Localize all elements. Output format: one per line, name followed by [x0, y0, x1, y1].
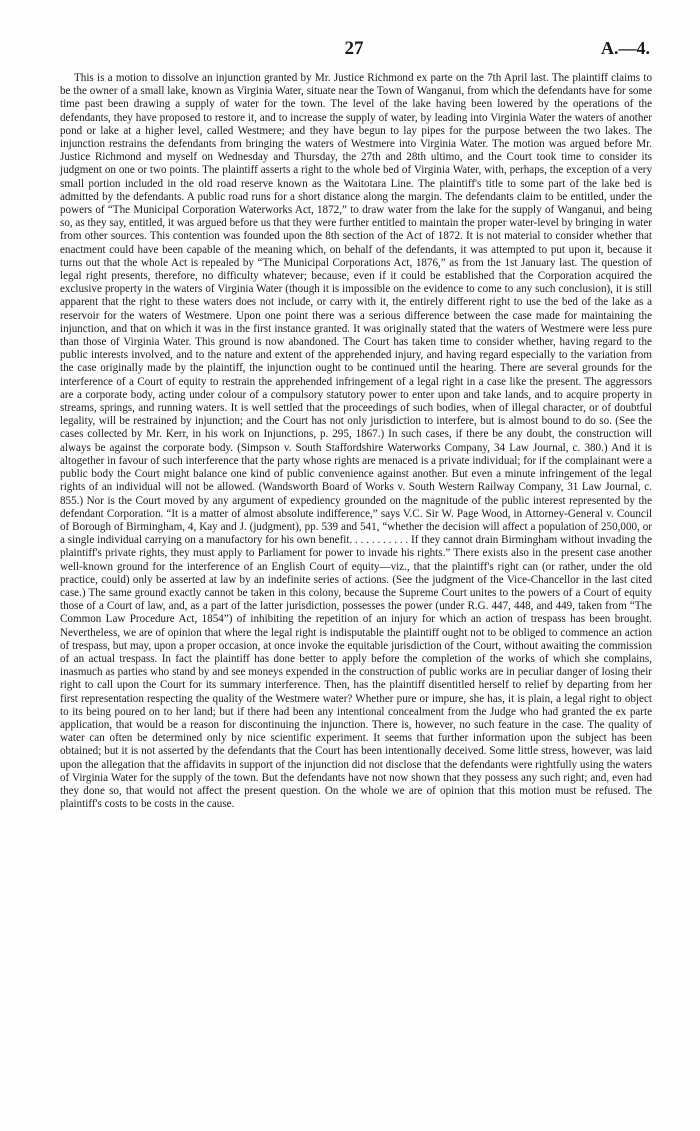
page-number: 27: [344, 38, 364, 59]
judgment-paragraph: This is a motion to dissolve an injunction granted by Mr. Justice Richmond ex parte on the 7th April last. The plaintiff claims to be the owner of a small lake, known as Virginia Water, situate near the Town of Wanganui, from which the defendants have for some time past been drawing a supply of water for the town. The level of the lake having been lowered by the operations of the defendants, they have proposed to restore it, and to increase the supply of water, by leading into Virginia Water the waters of another pond or lake at a higher level, called Westmere; and they have begun to lay pipes for the purpose between the two lakes. The injunction restrains the defendants from bringing the waters of Westmere into Virginia Water. The motion was argued before Mr. Justice Richmond and myself on Wednesday and Thursday, the 27th and 28th ultimo, and the Court took time to consider its judgment on one or two points. The plaintiff asserts a right to the whole bed of Virginia Water, with, perhaps, the exception of a very small portion included in the old road reserve known as the Waitotara Line. The plaintiff's title to some part of the lake bed is admitted by the defendants. A public road runs for a short distance along the margin. The defendants claim to be entitled, under the powers of “The Municipal Corporation Waterworks Act, 1872,” to draw water from the lake for the supply of Wanganui, and being so, as they say, entitled, it was argued before us that they were further entitled to maintain the proper water-level by bringing in water from other sources. This contention was founded upon the 8th section of the Act of 1872. It is not material to consider whether that enactment could have been capable of the meaning which, on behalf of the defendants, it was attempted to put upon it, because it turns out that the whole Act is repealed by “The Municipal Corporations Act, 1876,” as from the 1st January last. The question of legal right presents, therefore, no difficulty whatever; because, even if it could be established that the Corporation acquired the exclusive property in the waters of Virginia Water (though it is impossible on the evidence to come to any such conclusion), it is still apparent that the right to these waters does not include, or carry with it, the entirely different right to use the bed of the lake as a reservoir for the waters of Westmere. Upon one point there was a serious difference between the case made for maintaining the injunction, and that on which it was in the first instance granted. It was originally stated that the waters of Westmere were less pure than those of Virginia Water. This ground is now abandoned. The Court has taken time to consider whether, having regard to the public interests involved, and to the nature and extent of the apprehended injury, and having regard especially to the variation from the case originally made by the plaintiff, the injunction ought to be continued until the hearing. There are several grounds for the interference of a Court of equity to restrain the apprehended infringement of a legal right in a case like the present. The aggressors are a corporate body, acting under colour of a compulsory statutory power to enter upon and take lands, and to acquire property in streams, springs, and running waters. It is well settled that the proceedings of such bodies, when of illegal character, or of doubtful legality, will be restrained by injunction; and the Court has not only jurisdiction to interfere, but is almost bound to do so. (See the cases collected by Mr. Kerr, in his work on Injunctions, p. 295, 1867.) In such cases, if there be any doubt, the construction will always be against the corporate body. (Simpson v. South Staffordshire Waterworks Company, 34 Law Journal, c. 380.) And it is altogether in favour of such interference that the party whose rights are menaced is a private individual; for if the complainant were a public body the Court might balance one kind of public convenience against another. But even a minute infringement of the legal rights of an individual will not be allowed. (Wandsworth Board of Works v. South Western Railway Company, 31 Law Journal, c. 855.) Nor is the Court moved by any argument of expediency grounded on the magnitude of the public interest represented by the defendant Corporation. “It is a matter of almost absolute indifference,” says V.C. Sir W. Page Wood, in Attorney-General v. Council of Borough of Birmingham, 4, Kay and J. (judgment), pp. 539 and 541, “whether the decision will affect a population of 250,000, or a single individual carrying on a manufactory for his own benefit. . . . . . . . . . . If they cannot drain Birmingham without invading the plaintiff's private rights, they must apply to Parliament for power to invade his rights.” There exists also in the present case another well-known ground for the interference of an English Court of equity—viz., that the plaintiff's right can (or rather, under the old practice, could) only be asserted at law by an indefinite series of actions. (See the judgment of the Vice-Chancellor in the last cited case.) The same ground exactly cannot be taken in this colony, because the Supreme Court unites to the powers of a Court of equity those of a Court of law, and, as a part of the latter jurisdiction, possesses the power (under R.G. 447, 448, and 449, taken from “The Common Law Procedure Act, 1854”) of inhibiting the repetition of an injury for which an action of trespass has been brought. Nevertheless, we are of opinion that where the legal right is indisputable the plaintiff ought not to be obliged to commence an action of trespass, but may, upon a proper occasion, at once invoke the equitable jurisdiction of the Court, without awaiting the commission of an actual trespass. In fact the plaintiff has done better to apply before the completion of the works of which she complains, inasmuch as parties who stand by and see moneys expended in the construction of public works are in peculiar danger of losing their right to call upon the Court for its summary interference. Then, has the plaintiff disentitled herself to relief by departing from her first representation respecting the quality of the Westmere water? Whether pure or impure, she has, it is plain, a legal right to object to its being poured on to her land; but if there had been any intentional concealment from the Judge who had granted the ex parte application, that would be a reason for discontinuing the injunction. There is, however, no such feature in the case. The quality of water can often be determined only by nice scientific experiment. It seems that further information upon the subject has been obtained; but it is not asserted by the defendants that the Court has been intentionally deceived. Some little stress, however, was laid upon the allegation that the affidavits in support of the injunction did not disclose that the defendants were rightfully using the waters of Virginia Water for the supply of the town. But the defendants have not now shown that they possess any such right; and, even had they done so, that would not affect the present question. On the whole we are of opinion that this motion must be refused. The plaintiff's costs to be costs in the cause.: [60, 72, 652, 811]
document-reference: A.—4.: [601, 38, 650, 58]
page-header: [58, 38, 650, 64]
